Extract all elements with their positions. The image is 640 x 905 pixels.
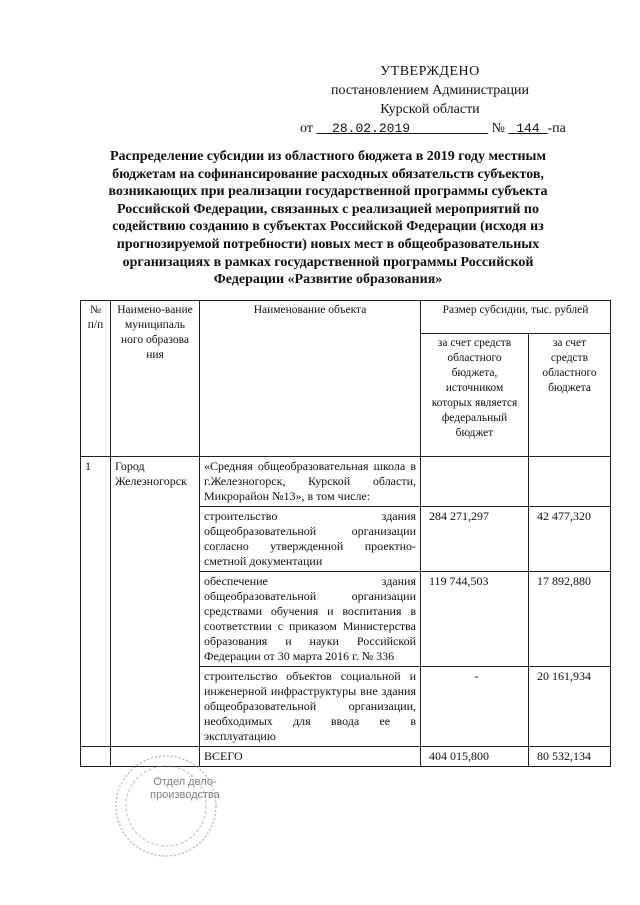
number-sign: № xyxy=(491,121,505,136)
header-num: № п/п xyxy=(81,301,111,457)
header-object: Наименование объекта xyxy=(200,301,421,457)
row-regional xyxy=(529,457,611,507)
stamp-seal xyxy=(112,752,220,860)
approval-line-3: Курской области xyxy=(380,102,480,117)
total-regional: 80 532,134 xyxy=(529,747,611,767)
approval-heading: УТВЕРЖДЕНО xyxy=(380,64,480,79)
approval-date-line xyxy=(300,119,566,138)
stamp-text: Отдел дело-производства xyxy=(150,776,220,801)
date-value: 28.02.2019 xyxy=(332,121,411,136)
total-label: ВСЕГО xyxy=(200,747,421,767)
table-total-row xyxy=(81,747,611,767)
row-regional: 42 477,320 xyxy=(529,507,611,572)
row-regional: 17 892,880 xyxy=(529,572,611,667)
approval-line-2: постановлением Администрации xyxy=(331,83,529,98)
row-federal: 119 744,503 xyxy=(421,572,529,667)
total-federal: 404 015,800 xyxy=(421,747,529,767)
header-federal: за счет средств областного бюджета, источником которых является федеральный бюджет xyxy=(421,334,529,457)
header-municipality: Наимено-вание муниципаль ного образова ния xyxy=(111,301,200,457)
row-object: строительство объектов социальной и инженерной инфраструктуры вне здания общеобразовательной организации, необходимых для ввода ее в эксплуатацию xyxy=(200,667,421,747)
date-prefix: от xyxy=(300,121,313,136)
row-federal xyxy=(421,457,529,507)
row-regional: 20 161,934 xyxy=(529,667,611,747)
table-row xyxy=(81,457,611,507)
number-suffix: -па xyxy=(547,121,566,136)
table-header-row xyxy=(81,301,611,334)
row-federal: 284 271,297 xyxy=(421,507,529,572)
row-municipality: Город Железногорск xyxy=(111,457,200,747)
total-empty-cell xyxy=(111,747,200,767)
row-object: строительство здания общеобразовательной организации согласно утвержденной проектно-сметной документации xyxy=(200,507,421,572)
header-subsidy: Размер субсидии, тыс. рублей xyxy=(421,301,611,334)
number-value: 144 xyxy=(516,121,540,136)
row-num: 1 xyxy=(81,457,111,747)
subsidy-table xyxy=(80,300,611,767)
document-title: Распределение субсидии из областного бюджета в 2019 году местным бюджетам на софинансирование расходных обязательств субъектов, возникающих при реализации государственной программы субъекта Российской Федерации, связанных с реализацией мероприятий по содействию созданию в субъектах Российской Федерации (исходя из прогнозируемой потребности) новых мест в общеобразовательных организациях в рамках государственной программы Российской Федерации «Развитие образования» xyxy=(108,149,548,288)
total-empty-cell xyxy=(81,747,111,767)
row-object: «Средняя общеобразовательная школа в г.Железногорск, Курской области, Микрорайон №13», в том числе: xyxy=(200,457,421,507)
approval-block xyxy=(300,62,566,138)
row-object: обеспечение здания общеобразовательной организации средствами обучения и воспитания в соответствии с приказом Министерства образования и науки Российской Федерации от 30 марта 2016 г. № 336 xyxy=(200,572,421,667)
row-federal: - xyxy=(421,667,529,747)
header-regional: за счет средств областного бюджета xyxy=(529,334,611,457)
